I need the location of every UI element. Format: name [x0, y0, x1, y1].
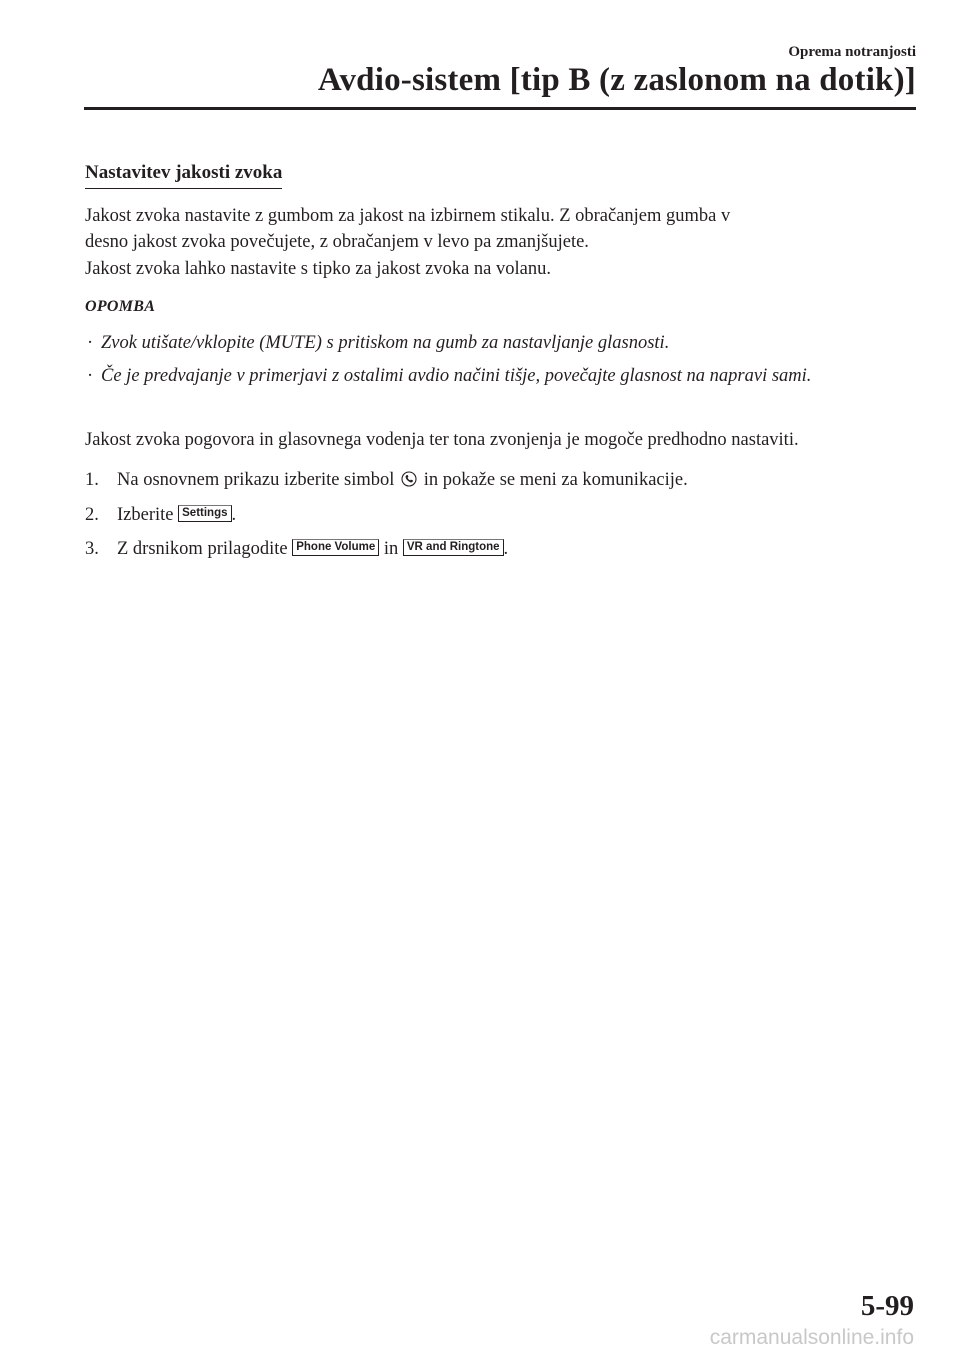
note-item: [85, 330, 915, 356]
intro-line-1: Jakost zvoka nastavite z gumbom za jakost na izbirnem stikalu. Z obračanjem gumba v: [85, 205, 731, 226]
step-item: [85, 502, 915, 528]
intro-line-3: Jakost zvoka lahko nastavite s tipko za jakost zvoka na volanu.: [85, 258, 551, 279]
page-title: Avdio-sistem [tip B (z zaslonom na dotik)]: [317, 62, 916, 98]
step-text: .: [231, 504, 237, 525]
note-text: Zvok utišate/vklopite (MUTE) s pritiskom na gumb za nastavljanje glasnosti.: [101, 333, 670, 354]
note-label: OPOMBA: [85, 297, 156, 315]
bullet-marker: ·: [87, 365, 94, 386]
intro-line-2: desno jakost zvoka povečujete, z obračanjem v levo pa zmanjšujete.: [85, 232, 589, 253]
step-text: in: [383, 538, 399, 559]
intro-paragraph: [85, 203, 915, 282]
note-list: [85, 330, 915, 389]
step-text: Z drsnikom prilagodite: [117, 538, 288, 559]
step-text: Izberite: [117, 504, 174, 525]
header-section-label: Oprema notranjosti: [788, 44, 916, 60]
step-text: in pokaže se meni za komunikacije.: [423, 470, 688, 491]
note-text: Če je predvajanje v primerjavi z ostalimi avdio načini tišje, povečajte glasnost na napravi sami.: [101, 365, 812, 386]
phone-volume-button: Phone Volume: [292, 539, 379, 556]
page-content: [85, 160, 915, 570]
phone-communication-icon: [401, 469, 417, 485]
page-number: 5-99: [860, 1290, 914, 1322]
vr-ringtone-button: VR and Ringtone: [403, 539, 504, 556]
step-number: 3.: [85, 538, 99, 559]
step-item: [85, 536, 915, 562]
step-number: 1.: [85, 470, 99, 491]
step-text: .: [503, 538, 509, 559]
step-text: Na osnovnem prikazu izberite simbol: [117, 470, 395, 491]
section-heading: Nastavitev jakosti zvoka: [85, 160, 282, 189]
steps-list: [85, 467, 915, 562]
step-item: [85, 467, 915, 493]
bullet-marker: ·: [87, 333, 94, 354]
settings-button: Settings: [178, 505, 231, 522]
note-item: [85, 363, 915, 389]
watermark: carmanualsonline.info: [709, 1326, 914, 1349]
presets-paragraph: Jakost zvoka pogovora in glasovnega vodenja ter tona zvonjenja je mogoče predhodno nastaviti.: [85, 430, 799, 451]
step-number: 2.: [85, 504, 99, 525]
header-rule: [84, 107, 916, 110]
